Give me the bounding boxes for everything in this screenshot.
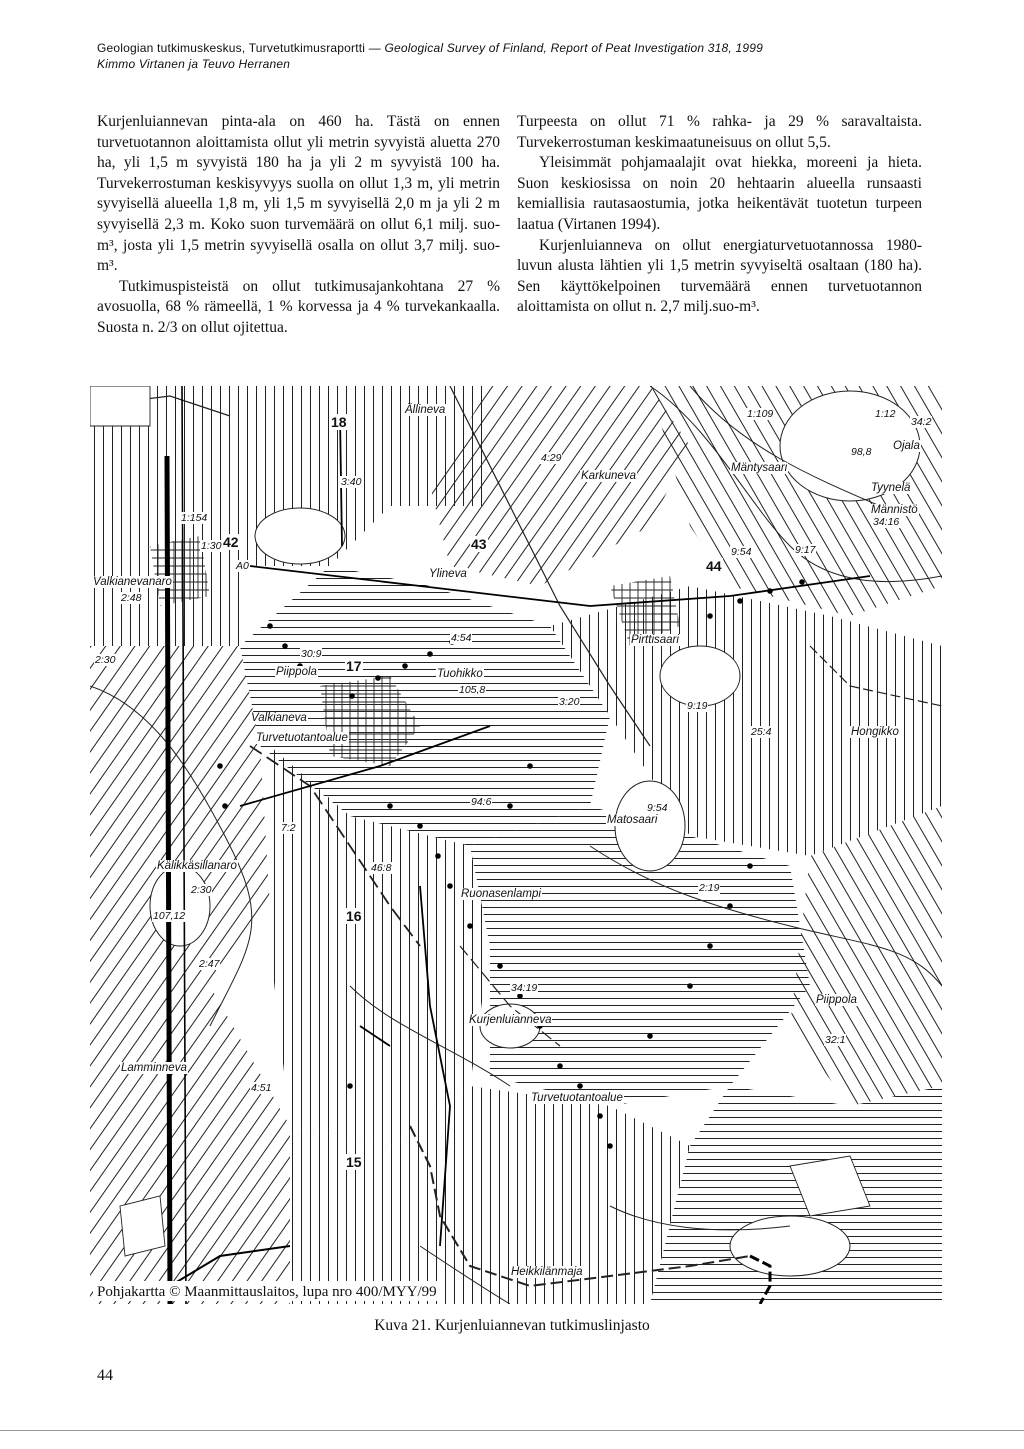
map-credit: Pohjakartta © Maanmittauslaitos, lupa nro 400/MYY/99 (93, 1281, 443, 1301)
spot-height: 2:19 (699, 882, 720, 894)
spot-height: 3:20 (559, 696, 580, 708)
place-name: Valkianevanaro (93, 576, 172, 588)
place-name: Piippola (276, 666, 317, 678)
spot-height: 2:48 (121, 592, 142, 604)
survey-line-label: 18 (331, 414, 347, 430)
place-name: Turvetuotantoalue (256, 732, 348, 744)
spot-height: A0 (236, 560, 249, 572)
place-name: Ällineva (405, 404, 446, 416)
survey-line-label: 16 (346, 908, 362, 924)
place-name: Matosaari (607, 814, 658, 826)
place-name: Tyynelä (871, 482, 911, 494)
header-series-english: Geological Survey of Finland, Report of Peat Investigation 318, 1999 (384, 41, 763, 55)
paragraph: Kurjenluianneva on ollut energiaturvetuotannossa 1980-luvun alusta lähtien yli 1,5 metrin syvyiseltä osaltaan (180 ha). Sen käyttökelpoinen turvemäärä ennen turvetuotannon aloittamista on ollut n. 2,7 milj.suo-m³. (517, 236, 922, 316)
place-name: Ylineva (429, 568, 467, 580)
body-column-right (517, 112, 922, 318)
header-series-line (97, 40, 937, 56)
spot-height: 1:12 (875, 408, 896, 420)
spot-height: 9:54 (731, 546, 752, 558)
place-name: Kälikkäsillanaro (157, 860, 237, 872)
figure-caption: Kuva 21. Kurjenluiannevan tutkimuslinjasto (374, 1317, 650, 1334)
place-name: Lamminneva (121, 1062, 187, 1074)
survey-line-label: 15 (346, 1154, 362, 1170)
spot-height: 3:40 (341, 476, 362, 488)
spot-height: 1:154 (181, 512, 208, 524)
place-name: Turvetuotantoalue (531, 1092, 623, 1104)
place-name: Hongikko (851, 726, 899, 738)
page-number: 44 (97, 1367, 113, 1384)
spot-height: 107,12 (153, 910, 186, 922)
place-name: Pirttisaari (631, 634, 679, 646)
spot-height: 32:1 (825, 1034, 846, 1046)
spot-height: 34:19 (511, 982, 538, 994)
place-name: Valkianeva (251, 712, 307, 724)
place-name: Mäntysaari (731, 462, 788, 474)
footer-rule (0, 1430, 1024, 1431)
spot-height: 1:30 (201, 540, 222, 552)
spot-height: 1:109 (747, 408, 774, 420)
spot-height: 25:4 (751, 726, 772, 738)
spot-height: 34:2 (911, 416, 932, 428)
spot-height: 2:30 (191, 884, 212, 896)
header-publisher: Geologian tutkimuskeskus, Turvetutkimusraportti (97, 41, 366, 55)
place-name: Karkuneva (581, 470, 636, 482)
paragraph: Yleisimmät pohjamaalajit ovat hiekka, moreeni ja hieta. Suon keskiosissa on noin 20 hehtaarin alueella runsaasti kemiallisia rautasaostumia, jotka heikentävät tuotetun turpeen laatua (Virtanen 1994). (517, 154, 922, 233)
spot-height: 94:6 (471, 796, 492, 808)
survey-line-label: 43 (471, 536, 487, 552)
running-header (97, 40, 937, 72)
spot-height: 9:54 (647, 802, 668, 814)
survey-line-label: 17 (346, 658, 362, 674)
survey-line-label: 42 (223, 534, 239, 550)
place-name: Männistö (871, 504, 918, 516)
survey-line-map (90, 386, 942, 1304)
spot-height: 30:9 (301, 648, 322, 660)
survey-line-label: 44 (706, 558, 722, 574)
body-column-left (97, 112, 500, 339)
place-name: Kurjenluianneva (469, 1014, 552, 1026)
spot-height: 4:54 (451, 632, 472, 644)
spot-height: 98,8 (851, 446, 872, 458)
map-graphics (90, 386, 942, 1304)
paragraph: Turpeesta on ollut 71 % rahka- ja 29 % saravaltaista. Turvekerrostuman keskimaatuneisuus on ollut 5,5. (517, 113, 922, 151)
spot-height: 9:19 (687, 700, 708, 712)
spot-height: 34:16 (873, 516, 900, 528)
spot-height: 7:2 (281, 822, 296, 834)
place-name: Ruonasenlampi (461, 888, 541, 900)
paragraph: Kurjenluiannevan pinta-ala on 460 ha. Tästä on ennen turvetuotannon aloittamista ollut yli metrin syvyistä aluetta 270 ha, yli 1,5 m syvyistä 180 ha ja yli 2 m syvyistä 100 ha. Turvekerrostuman keskisyvyys suolla on ollut 1,3 m, yli metrin syvyisellä alueella 1,8 m, yli 1,5 m syvyisellä 2,0 m ja yli 2 m syvyisellä 2,3 m. Koko suon turvemäärä on ollut 6,1 milj. suo-m³, josta yli 1,5 metrin syvyisellä osalla on ollut 3,7 milj. suo-m³. (97, 113, 500, 275)
spot-height: 105,8 (459, 684, 486, 696)
paragraph: Tutkimuspisteistä on ollut tutkimusajankohtana 27 % avosuolla, 68 % rämeellä, 1 % korvessa ja 4 % turvekankaalla. Suosta n. 2/3 on ollut ojitettua. (97, 277, 500, 336)
spot-height: 46:8 (371, 862, 392, 874)
spot-height: 2:30 (95, 654, 116, 666)
header-separator: — (368, 41, 381, 55)
place-name: Ojala (893, 440, 920, 452)
spot-height: 4:29 (541, 452, 562, 464)
spot-height: 9:17 (795, 544, 816, 556)
place-name: Piippola (816, 994, 857, 1006)
spot-height: 2:47 (199, 958, 220, 970)
place-name: Tuohikko (437, 668, 483, 680)
spot-height: 4:51 (251, 1082, 272, 1094)
header-authors: Kimmo Virtanen ja Teuvo Herranen (97, 57, 291, 71)
place-name: Heikkilänmaja (511, 1266, 583, 1278)
